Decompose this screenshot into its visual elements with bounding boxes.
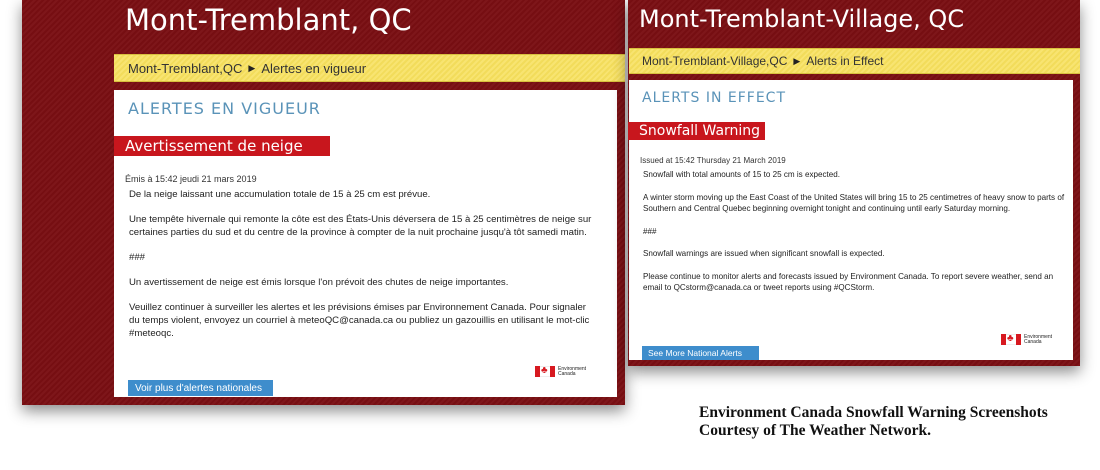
alert-paragraph: ### <box>129 252 146 263</box>
alert-paragraph: Snowfall warnings are issued when significant snowfall is expected. <box>643 249 885 258</box>
environment-canada-logo <box>535 366 586 377</box>
breadcrumb-current-page: Alertes en vigueur <box>261 60 367 76</box>
alert-paragraph: Un avertissement de neige est émis lorsque l'on prévoit des chutes de neige importantes. <box>129 277 509 288</box>
breadcrumb <box>629 48 1080 74</box>
breadcrumb-arrow-icon: ▶ <box>793 55 801 66</box>
breadcrumb <box>114 54 625 82</box>
alert-paragraph: ### <box>643 226 657 236</box>
logo-line-1: Environment <box>1024 333 1053 340</box>
alert-body <box>643 169 1068 305</box>
warning-title: Snowfall Warning <box>628 122 765 140</box>
section-title: ALERTES EN VIGUEUR <box>128 99 321 118</box>
alert-body <box>129 188 599 352</box>
breadcrumb-location-link[interactable]: Mont-Tremblant-Village,QC <box>642 54 788 68</box>
city-title: Mont-Tremblant-Village, QC <box>639 5 965 33</box>
alert-panel-french <box>22 0 625 405</box>
caption-line-1: Environment Canada Snowfall Warning Screenshots <box>699 404 1048 421</box>
breadcrumb-current-page: Alerts in Effect <box>806 54 884 68</box>
alert-paragraph: A winter storm moving up the East Coast of the United States will bring 15 to 25 centimetres of heavy snow to parts of Southern and Central Quebec beginning overnight tonight and continuing until early Saturday morning. <box>643 192 1065 213</box>
section-title: ALERTS IN EFFECT <box>642 90 786 106</box>
warning-title: Avertissement de neige <box>114 136 330 156</box>
alert-paragraph: Snowfall with total amounts of 15 to 25 cm is expected. <box>643 170 841 179</box>
breadcrumb-arrow-icon: ▶ <box>248 62 256 73</box>
more-national-alerts-button[interactable]: See More National Alerts <box>642 346 759 360</box>
more-national-alerts-button[interactable]: Voir plus d'alertes nationales <box>128 380 273 396</box>
breadcrumb-location-link[interactable]: Mont-Tremblant,QC <box>128 60 243 76</box>
issued-timestamp: Issued at 15:42 Thursday 21 March 2019 <box>640 156 786 165</box>
city-title: Mont-Tremblant, QC <box>125 3 412 37</box>
caption-line-2: Courtesy of The Weather Network. <box>699 422 932 439</box>
alert-paragraph: Please continue to monitor alerts and forecasts issued by Environment Canada. To report severe weather, send an email to QCstorm@canada.ca or tweet reports using #QCStorm. <box>643 271 1054 292</box>
alert-paragraph: De la neige laissant une accumulation totale de 15 à 25 cm est prévue. <box>129 189 431 200</box>
canada-flag-icon <box>1001 334 1021 345</box>
alert-panel-english <box>628 0 1080 366</box>
alert-paragraph: Une tempête hivernale qui remonte la côte est des États-Unis déversera de 15 à 25 centimètres de neige sur certaines parties du sud et du centre de la province à compter de la nuit prochaine jusqu'à tôt samedi matin. <box>129 214 592 238</box>
image-caption <box>699 404 1089 440</box>
issued-timestamp: Émis à 15:42 jeudi 21 mars 2019 <box>125 174 257 184</box>
logo-line-2: Canada <box>558 370 576 377</box>
alert-paragraph: Veuillez continuer à surveiller les alertes et les prévisions émises par Environnement Canada. Pour signaler du temps violent, envoyez un courriel à meteoQC@canada.ca ou publiez un gazouillis en utilisant le mot-clic #meteoqc. <box>129 302 590 339</box>
logo-line-1: Environment <box>558 365 587 372</box>
environment-canada-logo <box>1001 334 1052 345</box>
logo-line-2: Canada <box>1024 338 1042 345</box>
canada-flag-icon <box>535 366 555 377</box>
